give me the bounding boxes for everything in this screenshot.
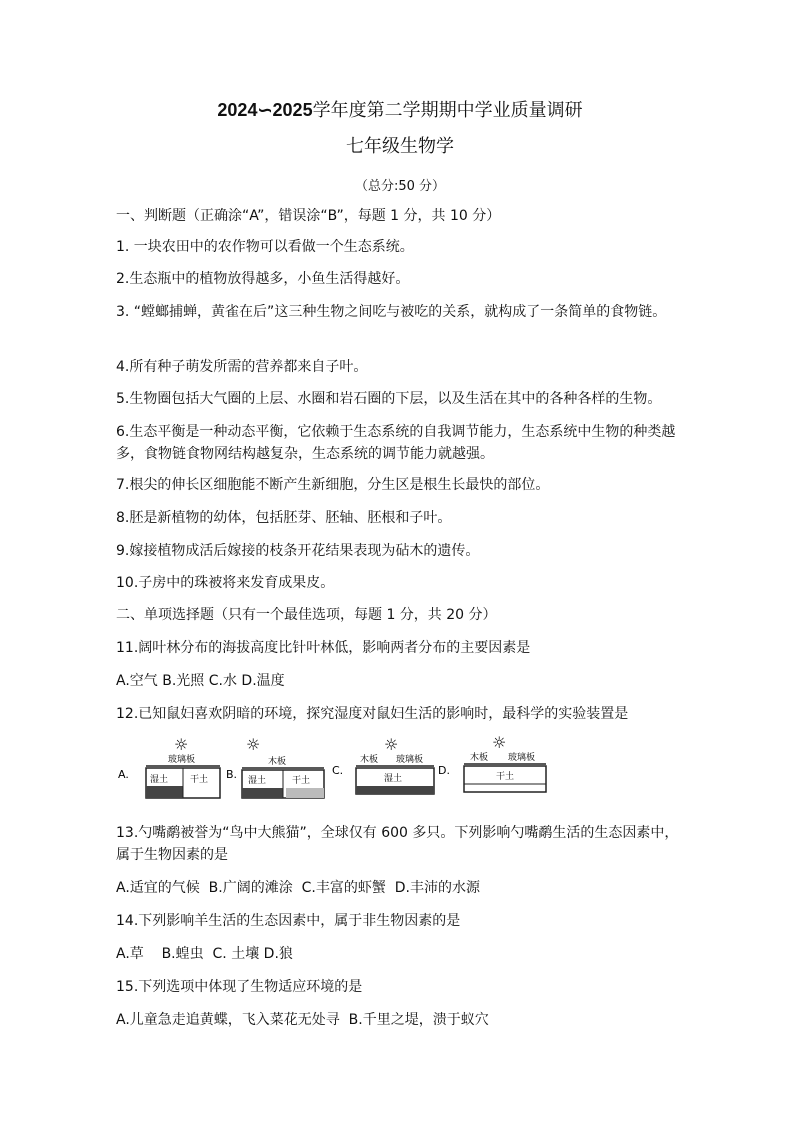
question-5: 5.生物圈包括大气圈的上层、水圈和岩石圈的下层，以及生活在其中的各种各样的生物。 — [116, 391, 662, 407]
question-11-options: A.空气 B.光照 C.水 D.温度 — [116, 673, 285, 689]
question-7: 7.根尖的伸长区细胞能不断产生新细胞，分生区是根生长最快的部位。 — [116, 477, 550, 493]
exam-subtitle: 七年级生物学 — [346, 136, 454, 157]
d-top-right-label: 玻璃板 — [508, 753, 536, 763]
wet-soil-fill — [356, 786, 434, 794]
question-15-options: A.儿童急走追黄蝶，飞入菜花无处寻 B.千里之堤，溃于蚁穴 — [116, 1012, 489, 1028]
question-10: 10.子房中的珠被将来发育成果皮。 — [116, 575, 335, 591]
b-top-label: 木板 — [268, 757, 287, 767]
exam-title — [0, 96, 800, 122]
question-1: 1. 一块农田中的农作物可以看做一个生态系统。 — [116, 239, 414, 255]
title-year: 2024∽2025 — [217, 100, 313, 120]
question-6: 6.生态平衡是一种动态平衡，它依赖于生态系统的自我调节能力，生态系统中生物的种类越多，食物链食物网结构越复杂，生态系统的调节能力就越强。 — [116, 424, 676, 462]
a-right-label: 干土 — [190, 775, 209, 785]
option-d-label: D. — [438, 764, 450, 777]
c-top-right-label: 玻璃板 — [396, 755, 424, 765]
b-left-label: 湿土 — [248, 776, 267, 786]
sun-icon: ☼ — [384, 735, 399, 754]
option-b-label: B. — [226, 768, 238, 781]
sun-icon: ☼ — [174, 735, 189, 754]
question-4: 4.所有种子萌发所需的营养都来自子叶。 — [116, 359, 368, 375]
question-9: 9.嫁接植物成活后嫁接的枝条开花结果表现为砧木的遗传。 — [116, 543, 480, 559]
a-left-label: 湿土 — [150, 775, 169, 785]
d-top-left-label: 木板 — [470, 753, 489, 763]
d-bottom-label: 干土 — [496, 772, 515, 782]
question-3: 3. “螳螂捕蝉，黄雀在后”这三种生物之间吃与被吃的关系，就构成了一条简单的食物链。 — [116, 304, 667, 320]
wet-soil-fill — [146, 786, 183, 798]
option-a-label: A. — [118, 768, 129, 781]
question-11: 11.阔叶林分布的海拔高度比针叶林低，影响两者分布的主要因素是 — [116, 640, 531, 656]
section-heading-1: 一、判断题（正确涂“A”，错误涂“B”，每题 1 分，共 10 分） — [116, 208, 501, 224]
question-13-options: A.适宜的气候 B.广阔的滩涂 C.丰富的虾蟹 D.丰沛的水源 — [116, 880, 480, 896]
question-15: 15.下列选项中体现了生物适应环境的是 — [116, 979, 363, 995]
a-top-label: 玻璃板 — [168, 755, 196, 765]
question-12: 12.已知鼠妇喜欢阴暗的环境，探究湿度对鼠妇生活的影响时，最科学的实验装置是 — [116, 706, 629, 722]
question-2: 2.生态瓶中的植物放得越多，小鱼生活得越好。 — [116, 271, 410, 287]
sun-icon: ☼ — [246, 735, 261, 754]
question-14-options: A.草 B.蝗虫 C. 土壤 D.狼 — [116, 946, 293, 962]
wet-soil-fill — [242, 788, 283, 798]
section-heading-2: 二、单项选择题（只有一个最佳选项，每题 1 分，共 20 分） — [116, 607, 497, 623]
total-score: （总分:50 分） — [354, 179, 446, 194]
apparatus-diagram — [116, 733, 556, 806]
question-8: 8.胚是新植物的幼体，包括胚芽、胚轴、胚根和子叶。 — [116, 510, 452, 526]
title-text: 学年度第二学期期中学业质量调研 — [312, 100, 583, 121]
c-bottom-label: 湿土 — [384, 774, 403, 784]
sun-icon: ☼ — [492, 733, 507, 752]
apparatus-figure — [116, 733, 556, 806]
question-14: 14.下列影响羊生活的生态因素中，属于非生物因素的是 — [116, 913, 461, 929]
dry-soil-fill — [286, 788, 324, 798]
question-13: 13.勺嘴鹬被誉为“鸟中大熊猫”，全球仅有 600 多只。下列影响勺嘴鹬生活的生态因素中，属于生物因素的是 — [116, 825, 679, 863]
c-top-left-label: 木板 — [360, 755, 379, 765]
b-right-label: 干土 — [292, 776, 311, 786]
option-c-label: C. — [332, 764, 344, 777]
